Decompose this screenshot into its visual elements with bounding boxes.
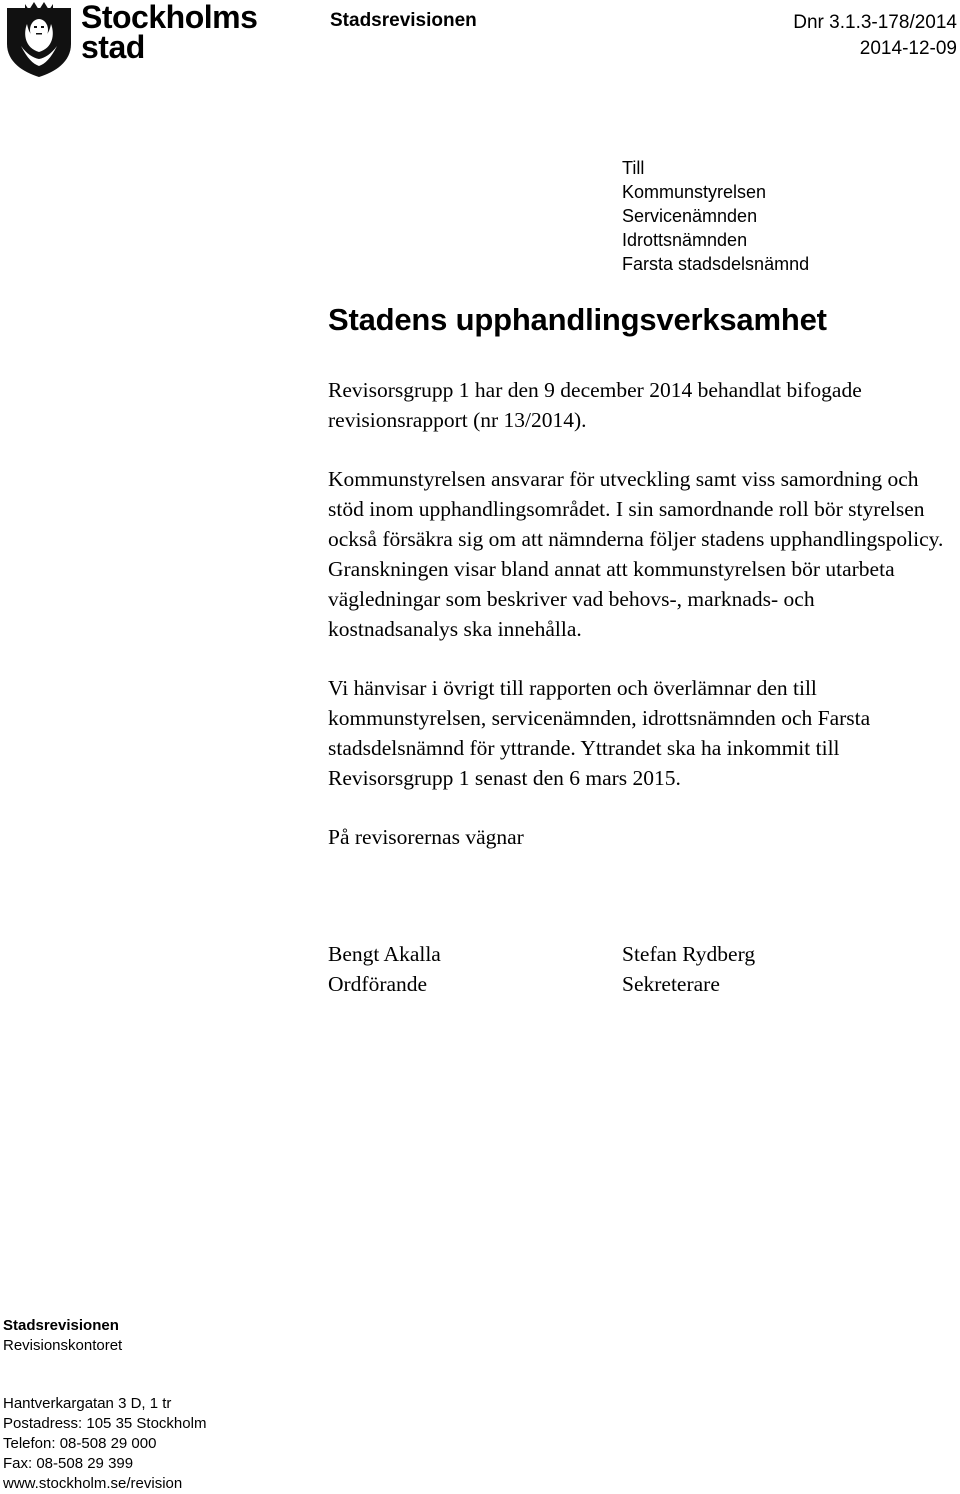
recipients-label: Till: [622, 158, 645, 178]
org-name: Stadsrevisionen: [330, 10, 477, 31]
footer-address: Hantverkargatan 3 D, 1 tr: [3, 1395, 172, 1412]
coat-of-arms-icon: [3, 0, 75, 78]
body-paragraph: Vi hänvisar i övrigt till rapporten och överlämnar den till kommunstyrelsen, servicenämnden, idrottsnämnden och Farsta stadsdelsnämnd för yttrande. Yttrandet ska ha inkommit till Revisorsgrupp 1 senast den 6 mars 2015.: [328, 676, 871, 790]
footer-contact: [3, 1316, 206, 1494]
diary-number: Dnr 3.1.3-178/2014: [793, 12, 957, 33]
body-paragraph: Kommunstyrelsen ansvarar för utveckling samt viss samordning och stöd inom upphandlingsområdet. I sin samordnande roll bör styrelsen också försäkra sig om att nämnderna följer stadens upphandlingspolicy. Granskningen visar bland annat att kommunstyrelsen bör utarbeta vägledningar som beskriver vad behovs-, marknads- och kostnadsanalys ska innehålla.: [328, 467, 944, 641]
signature-block: [328, 939, 441, 999]
footer-spacer: [3, 1356, 206, 1394]
stockholm-stad-logo: [3, 0, 258, 78]
document-reference: [793, 10, 957, 62]
recipient: Idrottsnämnden: [622, 230, 748, 250]
recipient: Farsta stadsdelsnämnd: [622, 254, 810, 274]
footer-phone: Telefon: 08-508 29 000: [3, 1435, 157, 1452]
footer-web: www.stockholm.se/revision: [3, 1475, 183, 1492]
signatory-role: Ordförande: [328, 972, 428, 996]
signature-block: [622, 939, 755, 999]
closing-line: På revisorernas vägnar: [328, 825, 524, 849]
logo-line-2: stad: [81, 29, 145, 65]
recipients-block: [622, 156, 809, 276]
document-title: Stadens upphandlingsverksamhet: [328, 302, 827, 337]
logo-wordmark: [81, 0, 258, 65]
footer-postal: Postadress: 105 35 Stockholm: [3, 1415, 207, 1432]
footer-office: Revisionskontoret: [3, 1337, 123, 1354]
signatory-role: Sekreterare: [622, 972, 720, 996]
recipient: Kommunstyrelsen: [622, 182, 767, 202]
footer-fax: Fax: 08-508 29 399: [3, 1455, 134, 1472]
body-paragraph: Revisorsgrupp 1 har den 9 december 2014 behandlat bifogade revisionsrapport (nr 13/2014).: [328, 378, 862, 432]
footer-org: Stadsrevisionen: [3, 1317, 119, 1334]
logo-line-1: Stockholms: [81, 0, 258, 35]
letter-body: [328, 375, 948, 881]
document-date: 2014-12-09: [859, 38, 957, 59]
recipient: Servicenämnden: [622, 206, 758, 226]
signatory-name: Bengt Akalla: [328, 942, 441, 966]
signatory-name: Stefan Rydberg: [622, 942, 756, 966]
